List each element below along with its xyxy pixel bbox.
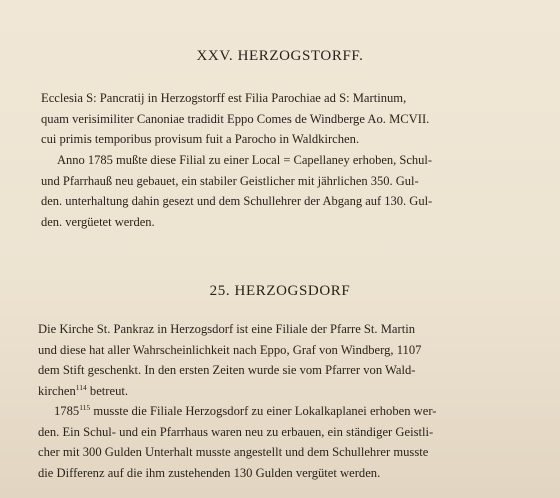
text-fragment: kirchen (38, 383, 76, 398)
latin-paragraph-2 (41, 150, 432, 232)
latin-paragraph-1 (41, 88, 429, 150)
text-line: Die Kirche St. Pankraz in Herzogsdorf ist eine Filiale der Pfarre St. Martin (38, 322, 416, 336)
text-line: und Pfarrhauß neu gebauet, ein stabiler Geistlicher mit jährlichen 350. Gul- (41, 173, 419, 188)
text-line: quam verisimiliter Canoniae tradidit Eppo Comes de Windberge Ao. MCVII. (41, 111, 430, 126)
text-line: die Differenz auf die ihm zustehenden 130 Gulden vergütet werden. (38, 465, 381, 480)
text-line: cui primis temporibus provisum fuit a Parocho in Waldkirchen. (41, 132, 360, 146)
text-fragment: betreut. (86, 383, 129, 398)
text-line: den. vergüetet werden. (41, 214, 155, 229)
german-paragraph-2 (38, 401, 436, 483)
footnote-marker: 115 (79, 403, 91, 412)
text-line-with-footnote (38, 381, 421, 402)
text-line: Ecclesia S: Pancratij in Herzogstorff est Filia Parochiae ad S: Martinum, (41, 91, 407, 105)
text-line: dem Stift geschenkt. In den ersten Zeiten wurde sie vom Pfarrer von Wald- (38, 363, 416, 377)
german-paragraph-1 (38, 319, 421, 401)
footnote-marker: 114 (75, 382, 87, 392)
text-fragment: musste die Filiale Herzogsdorf zu einer Lokalkaplanei erhoben wer- (90, 404, 437, 418)
text-line: den. Ein Schul- und ein Pfarrhaus waren neu zu erbauen, ein ständiger Geistli- (38, 424, 434, 439)
text-line-with-footnote (38, 401, 436, 422)
text-line: Anno 1785 mußte diese Filial zu einer Local = Capellaney erhoben, Schul- (57, 153, 432, 167)
text-line: und diese hat aller Wahrscheinlichkeit nach Eppo, Graf von Windberg, 1107 (38, 342, 422, 357)
section-heading-latin: XXV. HERZOGSTORFF. (196, 48, 364, 64)
text-fragment: 1785 (54, 404, 80, 418)
text-line: den. unterhaltung dahin gesezt und dem Schullehrer der Abgang auf 130. Gul- (41, 194, 433, 208)
section-heading-german: 25. HERZOGSDORF (209, 283, 351, 299)
text-line: cher mit 300 Gulden Unterhalt musste angestellt und dem Schullehrer musste (38, 445, 429, 459)
